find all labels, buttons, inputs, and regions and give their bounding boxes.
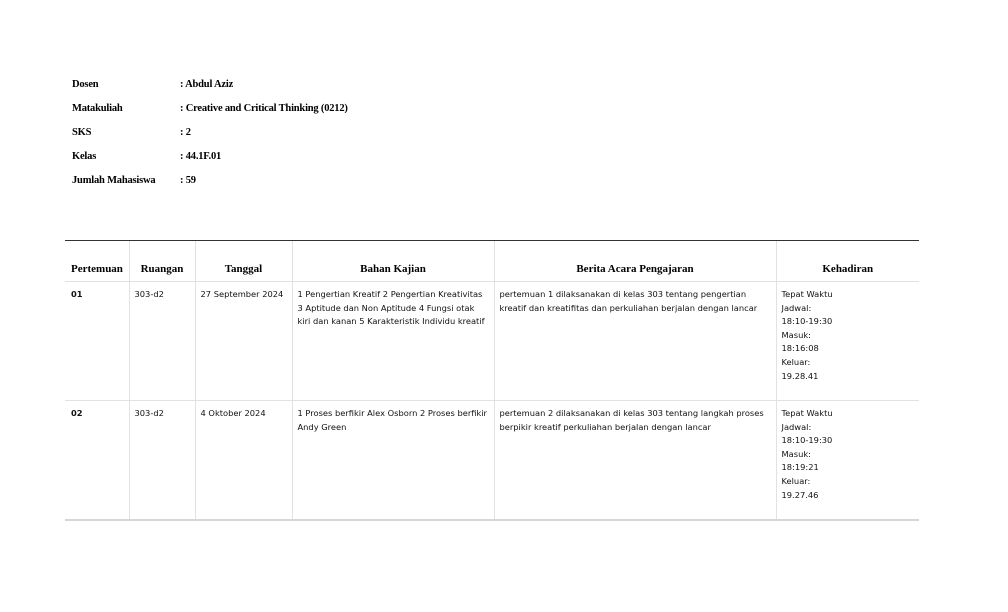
course-info — [72, 72, 348, 192]
table-row — [65, 282, 919, 401]
kehadiran-keluar-label: Keluar: — [781, 475, 811, 486]
kehadiran-status: Tepat Waktu — [781, 289, 833, 299]
info-value: : 44.1F.01 — [180, 150, 222, 162]
info-row-dosen — [72, 72, 348, 96]
kehadiran-masuk-label: Masuk: — [781, 329, 811, 340]
attendance-table — [65, 241, 919, 519]
info-value: : Creative and Critical Thinking (0212) — [180, 102, 348, 114]
kehadiran-masuk-value: 18:19:21 — [781, 462, 819, 473]
table-row — [65, 401, 919, 520]
info-label: Jumlah Mahasiswa — [72, 174, 156, 186]
kehadiran-jadwal-label: Jadwal: — [781, 302, 812, 313]
table-header-row — [65, 241, 919, 282]
cell-kehadiran — [776, 401, 919, 520]
info-label: SKS — [72, 126, 92, 138]
info-label: Kelas — [72, 150, 97, 162]
info-label: Dosen — [72, 78, 99, 90]
header-pertemuan: Pertemuan — [65, 241, 129, 282]
cell-bahan-kajian: 1 Pengertian Kreatif 2 Pengertian Kreativitas 3 Aptitude dan Non Aptitude 4 Fungsi otak kiri dan kanan 5 Karakteristik Individu kreatif — [292, 282, 494, 401]
info-row-kelas — [72, 144, 348, 168]
kehadiran-jadwal-value: 18:10-19:30 — [781, 435, 833, 446]
cell-bahan-kajian: 1 Proses berfikir Alex Osborn 2 Proses berfikir Andy Green — [292, 401, 494, 520]
header-bahan-kajian: Bahan Kajian — [292, 241, 494, 282]
cell-berita-acara: pertemuan 2 dilaksanakan di kelas 303 tentang langkah proses berpikir kreatif perkuliahan berjalan dengan lancar — [494, 401, 776, 520]
kehadiran-masuk-label: Masuk: — [781, 448, 811, 459]
cell-pertemuan: 01 — [65, 282, 129, 401]
kehadiran-jadwal-value: 18:10-19:30 — [781, 316, 833, 327]
attendance-table-wrapper — [65, 240, 919, 521]
cell-tanggal: 27 September 2024 — [195, 282, 292, 401]
info-label: Matakuliah — [72, 102, 123, 114]
info-value: : Abdul Aziz — [180, 78, 234, 90]
kehadiran-keluar-label: Keluar: — [781, 356, 811, 367]
cell-tanggal: 4 Oktober 2024 — [195, 401, 292, 520]
info-value: : 59 — [180, 174, 196, 186]
kehadiran-status: Tepat Waktu — [781, 408, 833, 418]
cell-berita-acara: pertemuan 1 dilaksanakan di kelas 303 tentang pengertian kreatif dan kreatifitas dan perkuliahan berjalan dengan lancar — [494, 282, 776, 401]
cell-kehadiran — [776, 282, 919, 401]
info-row-sks — [72, 120, 348, 144]
kehadiran-masuk-value: 18:16:08 — [781, 343, 819, 354]
kehadiran-keluar-value: 19.27.46 — [781, 489, 819, 500]
kehadiran-keluar-value: 19.28.41 — [781, 370, 819, 381]
header-berita-acara: Berita Acara Pengajaran — [494, 241, 776, 282]
info-row-matakuliah — [72, 96, 348, 120]
cell-ruangan: 303-d2 — [129, 401, 195, 520]
cell-pertemuan: 02 — [65, 401, 129, 520]
header-kehadiran: Kehadiran — [776, 241, 919, 282]
cell-ruangan: 303-d2 — [129, 282, 195, 401]
header-tanggal: Tanggal — [195, 241, 292, 282]
info-row-jumlah-mahasiswa — [72, 168, 348, 192]
info-value: : 2 — [180, 126, 191, 138]
header-ruangan: Ruangan — [129, 241, 195, 282]
kehadiran-jadwal-label: Jadwal: — [781, 421, 812, 432]
